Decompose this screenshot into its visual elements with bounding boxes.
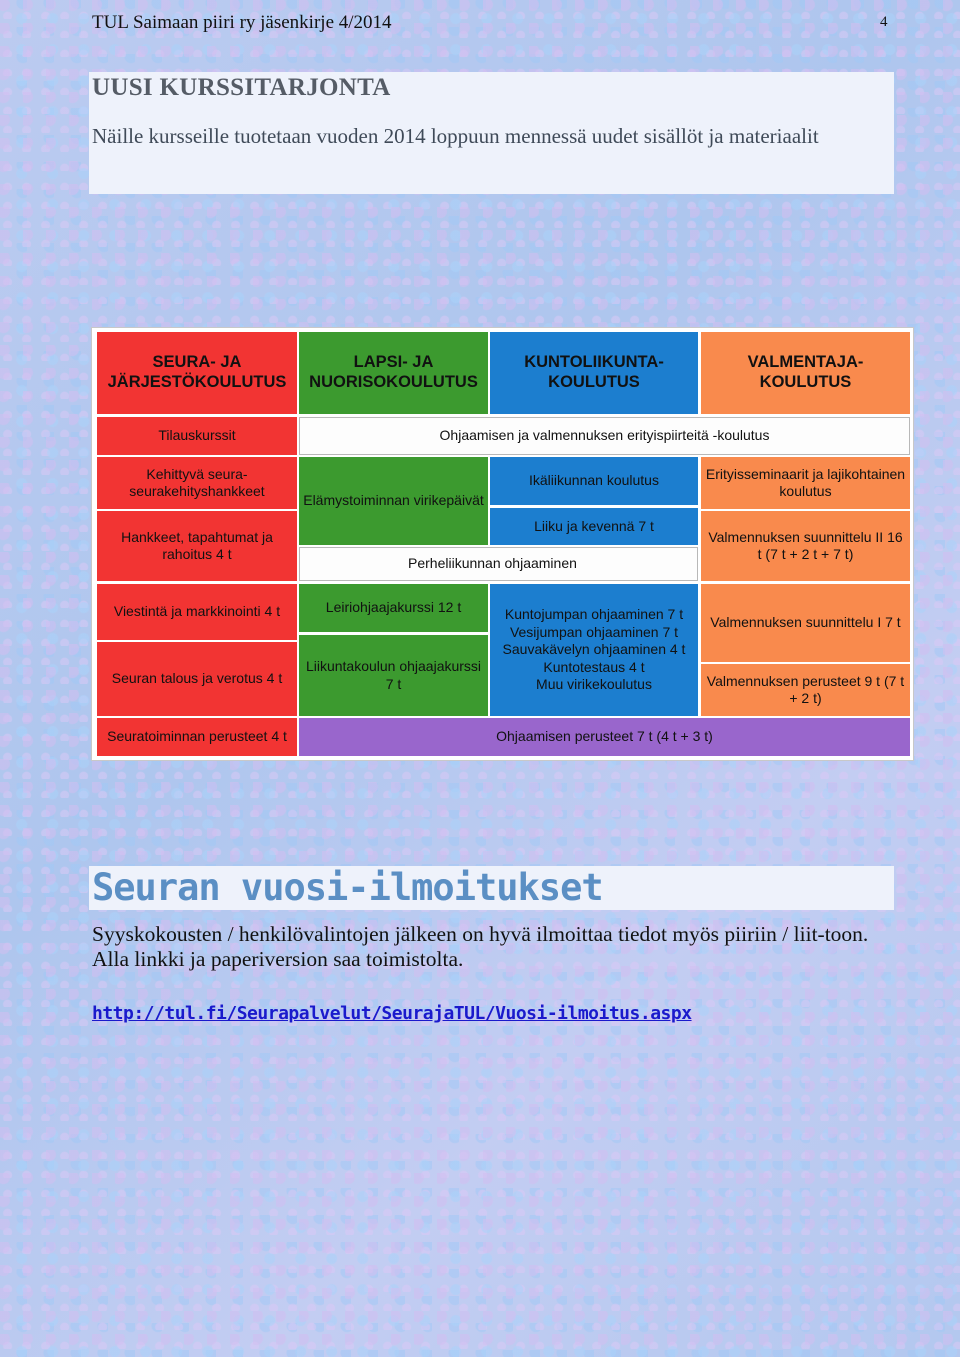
cell-ikaliikunta: Ikäliikunnan koulutus [490, 457, 698, 505]
vuosi-ilmoitus-link[interactable]: http://tul.fi/Seurapalvelut/SeurajaTUL/Vuosi-ilmoitus.aspx [92, 1003, 692, 1024]
cell-leiri: Leiriohjaajakurssi 12 t [299, 584, 488, 632]
cell-seuratoiminta: Seuratoiminnan perusteet 4 t [97, 718, 297, 756]
announcements-heading-box [89, 866, 894, 910]
cell-elamys: Elämystoiminnan virikepäivät [299, 457, 488, 545]
announcements-text: Syyskokousten / henkilövalintojen jälkeen on hyvä ilmoittaa tiedot myös piiriin / liit-toon. Alla linkki ja paperiversion saa toimistolta. [92, 922, 869, 971]
cell-hankkeet: Hankkeet, tapahtumat ja rahoitus 4 t [97, 511, 297, 581]
cell-tilauskurssit: Tilauskurssit [97, 417, 297, 455]
cell-valmennus-perusteet: Valmennuksen perusteet 9 t (7 t + 2 t) [701, 664, 910, 716]
page-number: 4 [880, 14, 888, 30]
kunto-line: Kuntotestaus 4 t [543, 658, 645, 675]
kunto-line: Muu virikekoulutus [536, 676, 652, 692]
header-valmentaja: VALMENTAJA-KOULUTUS [701, 332, 910, 414]
announcements-heading: Seuran vuosi-ilmoitukset [92, 866, 603, 909]
kunto-line: Kuntojumpan ohjaaminen 7 t [504, 606, 684, 622]
cell-ohjaamisen-erityis: Ohjaamisen ja valmennuksen erityispiirteitä -koulutus [299, 417, 910, 455]
cell-kuntoliikunta-courses [490, 584, 698, 716]
kunto-line: Vesijumpan ohjaaminen 7 t [509, 623, 679, 640]
cell-liiku: Liiku ja kevennä 7 t [490, 508, 698, 545]
header-lapsi: LAPSI- JA NUORISOKOULUTUS [299, 332, 488, 414]
cell-perheliikunta: Perheliikunnan ohjaaminen [299, 547, 698, 581]
header-kunto: KUNTOLIIKUNTA-KOULUTUS [490, 332, 698, 414]
cell-viestinta: Viestintä ja markkinointi 4 t [97, 584, 297, 640]
cell-erityisseminaarit: Erityisseminaarit ja lajikohtainen koulutus [701, 457, 910, 509]
kunto-line: Sauvakävelyn ohjaaminen 4 t [502, 641, 686, 657]
cell-seuran-talous: Seuran talous ja verotus 4 t [97, 642, 297, 716]
header-seura: SEURA- JA JÄRJESTÖKOULUTUS [97, 332, 297, 414]
cell-ohjaamisen-perusteet: Ohjaamisen perusteet 7 t (4 t + 3 t) [299, 718, 910, 756]
cell-valmennus-i: Valmennuksen suunnittelu I 7 t [701, 584, 910, 662]
cell-liikuntakoulu: Liikuntakoulun ohjaajakurssi 7 t [299, 635, 488, 716]
course-chart [91, 327, 914, 761]
intro-text: Näille kursseille tuotetaan vuoden 2014 loppuun mennessä uudet sisällöt ja materiaalit [92, 124, 819, 148]
cell-valmennus-ii: Valmennuksen suunnittelu II 16 t (7 t + 2 t + 7 t) [701, 511, 910, 581]
intro-heading: UUSI KURSSITARJONTA [92, 74, 391, 101]
cell-kehittyva: Kehittyvä seura-seurakehityshankkeet [97, 457, 297, 509]
intro-section [89, 72, 894, 194]
newsletter-title: TUL Saimaan piiri ry jäsenkirje 4/2014 [92, 12, 392, 33]
